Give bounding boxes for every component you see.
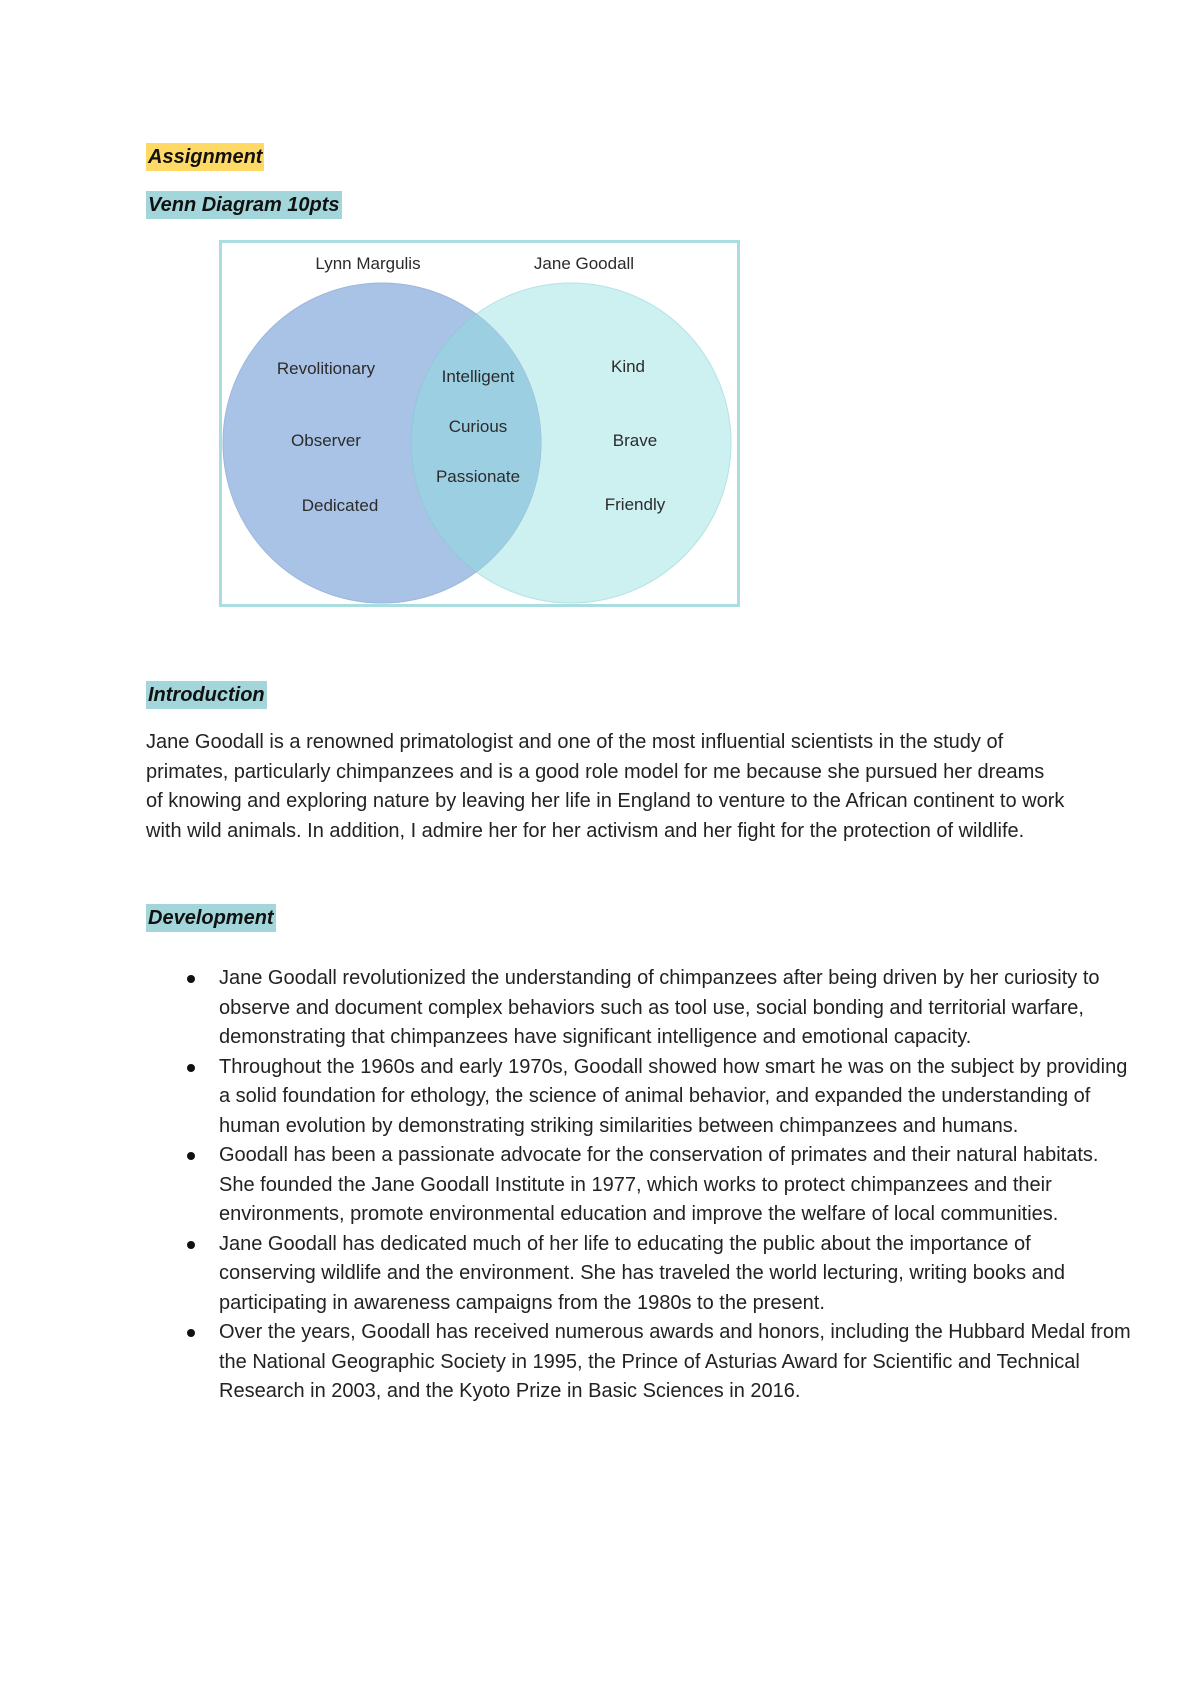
list-item-text: Jane Goodall revolutionized the understanding of chimpanzees after being driven by her curiosity to observe and document complex behaviors such as tool use, social bonding and territorial warfare, demonstrating that chimpanzees have significant intelligence and emotional capacity. <box>219 967 1100 1048</box>
venn-left-item: Observer <box>291 431 361 450</box>
list-item-text: Goodall has been a passionate advocate for the conservation of primates and their natural habitats. She founded the Jane Goodall Institute in 1977, which works to protect chimpanzees and their environments, promote environmental education and improve the welfare of local communities. <box>219 1144 1099 1225</box>
bullet-icon <box>187 1329 195 1337</box>
introduction-heading: Introduction <box>146 681 267 709</box>
venn-diagram <box>219 240 740 607</box>
list-item-text: Over the years, Goodall has received numerous awards and honors, including the Hubbard Medal from the National Geographic Society in 1995, the Prince of Asturias Award for Scientific and Technical Research in 2003, and the Kyoto Prize in Basic Sciences in 2016. <box>219 1321 1131 1402</box>
list-item <box>146 1230 1131 1319</box>
development-heading: Development <box>146 904 276 932</box>
bullet-icon <box>187 1064 195 1072</box>
list-item <box>146 1141 1131 1230</box>
bullet-icon <box>187 1152 195 1160</box>
assignment-heading: Assignment <box>146 143 264 171</box>
venn-left-item: Dedicated <box>301 496 379 515</box>
list-item <box>146 964 1131 1053</box>
list-item <box>146 1318 1131 1407</box>
venn-shared-item: Curious <box>448 417 508 436</box>
introduction-paragraph: Jane Goodall is a renowned primatologist and one of the most influential scientists in the study of primates, particularly chimpanzees and is a good role model for me because she pursued her dreams of knowing and exploring nature by leaving her life in England to venture to the African continent to work with wild animals. In addition, I admire her for her activism and her fight for the protection of wildlife. <box>146 731 1065 842</box>
list-item-text: Throughout the 1960s and early 1970s, Goodall showed how smart he was on the subject by providing a solid foundation for ethology, the science of animal behavior, and expanded the understanding of human evolution by demonstrating striking similarities between chimpanzees and humans. <box>219 1055 1128 1137</box>
list-item-text: Jane Goodall has dedicated much of her life to educating the public about the importance of conserving wildlife and the environment. She has traveled the world lecturing, writing books and participating in awareness campaigns from the 1980s to the present. <box>219 1232 1066 1314</box>
list-item <box>146 1053 1131 1142</box>
venn-left-title: Lynn Margulis <box>315 254 421 273</box>
venn-diagram-heading: Venn Diagram 10pts <box>146 191 342 219</box>
venn-shared-item: Passionate <box>435 467 521 486</box>
bullet-icon <box>187 975 195 983</box>
venn-right-item: Brave <box>612 431 658 450</box>
venn-right-title: Jane Goodall <box>533 254 635 273</box>
venn-shared-item: Intelligent <box>441 367 515 386</box>
development-list <box>146 964 1131 1407</box>
venn-right-item: Kind <box>610 357 646 376</box>
venn-diagram-graphic <box>222 243 737 604</box>
venn-right-item: Friendly <box>604 495 666 514</box>
bullet-icon <box>187 1241 195 1249</box>
venn-left-item: Revolitionary <box>276 359 376 378</box>
